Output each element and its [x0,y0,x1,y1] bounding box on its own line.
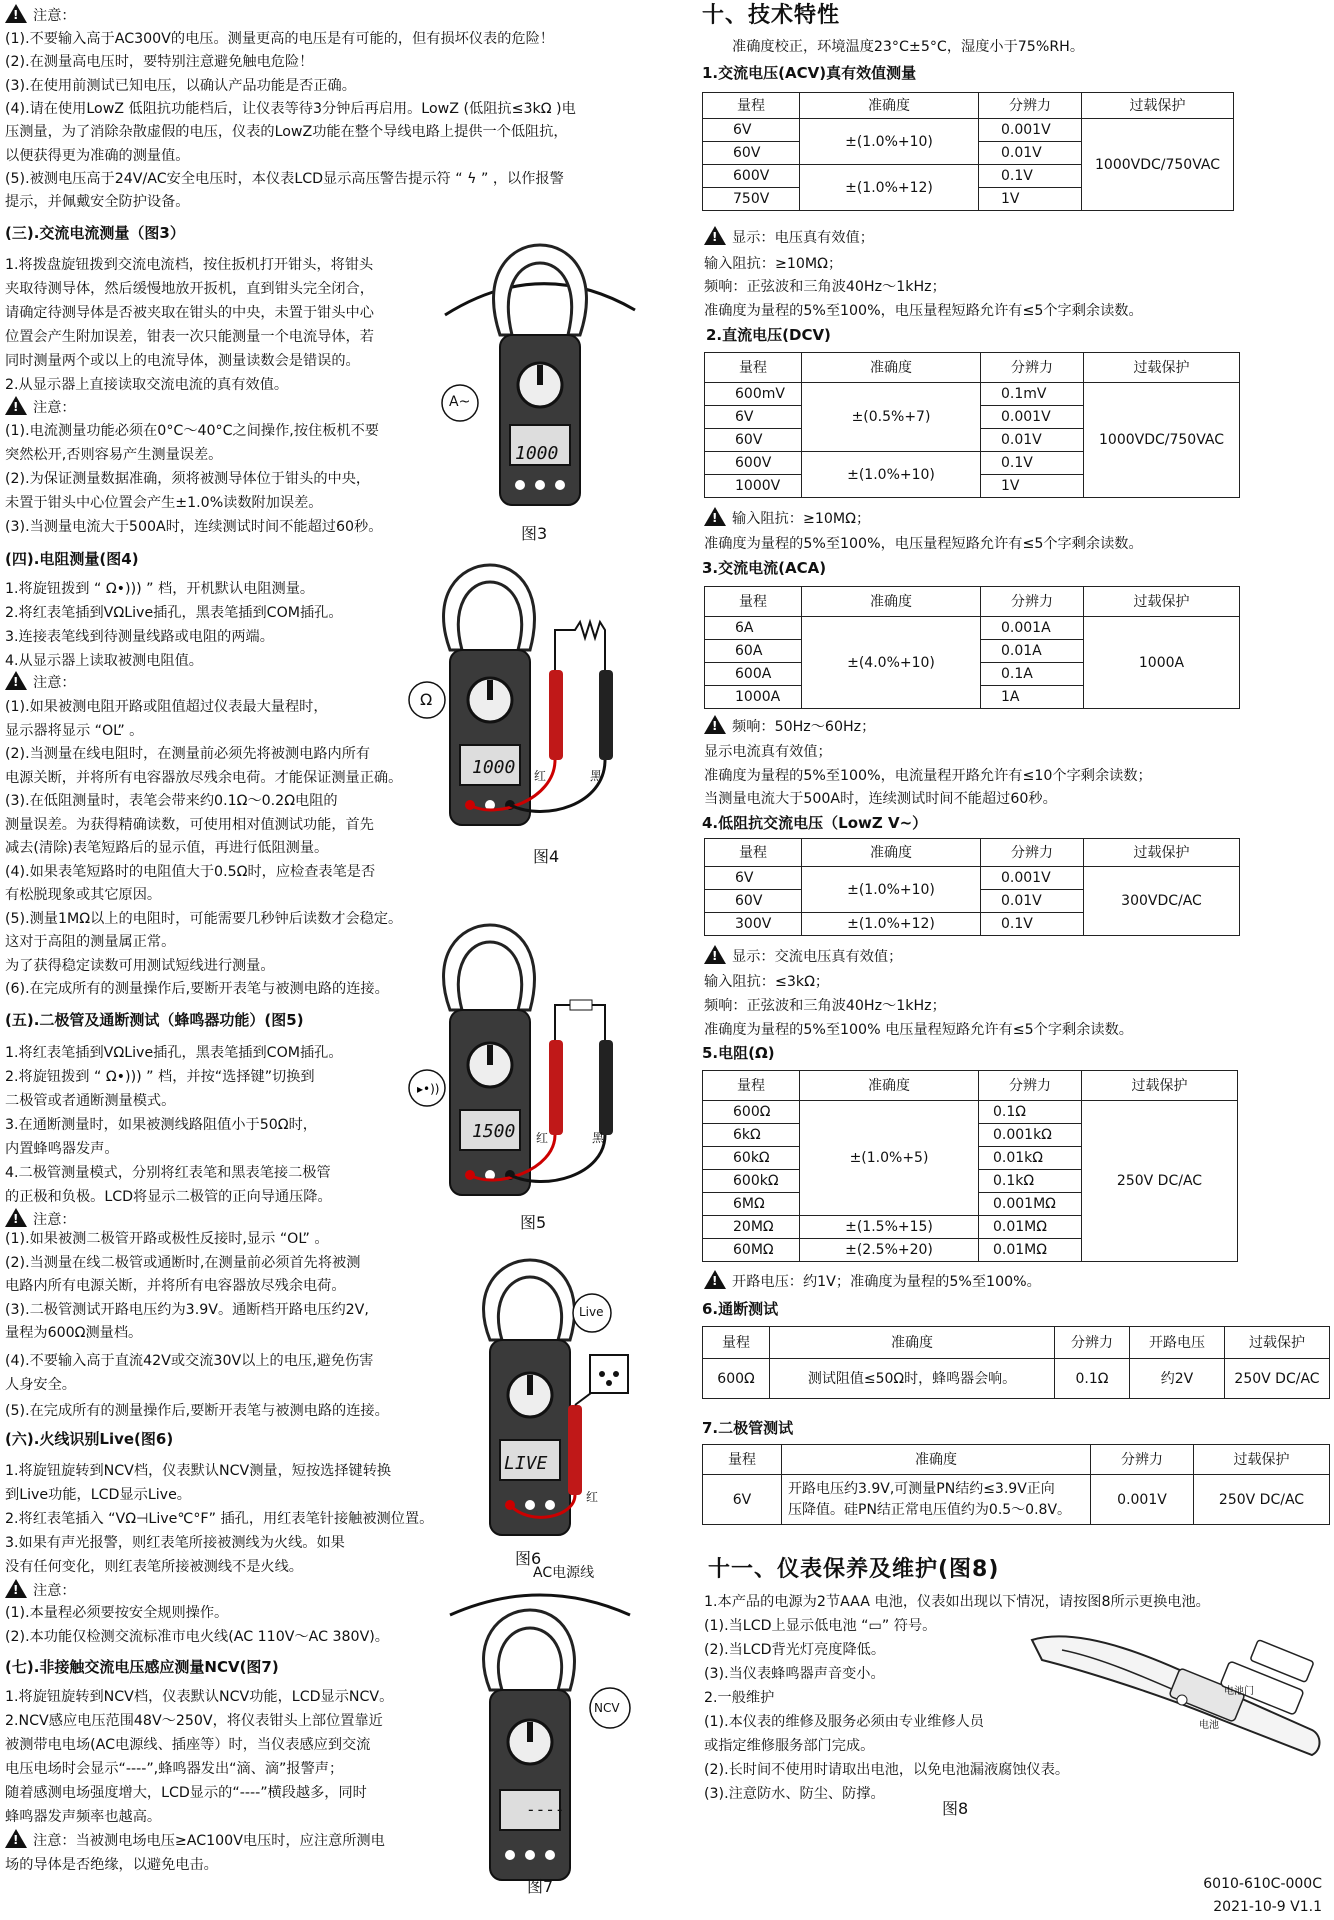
note: (2).当测量在线电阻时，在测量前必须先将被测电路内所有 [5,746,371,762]
step: 夹取待测导体，然后缓慢地放开扳机，直到钳头完全闭合， [5,281,374,297]
lcd-reading: 1000 [472,757,516,778]
note: 未置于钳头中心位置会产生±1.0%读数附加误差。 [5,495,323,511]
lcd-reading: ---- [526,1800,565,1819]
note: (1).如果被测二极管开路或极性反接时,显示 “OL” 。 [5,1231,329,1247]
note: (4).不要输入高于直流42V或交流30V以上的电压,避免伤害 [5,1353,374,1369]
note: (3).当测量电流大于500A时，连续测试时间不能超过60秒。 [5,519,383,535]
note: 电源关断，并将所有电容器放尽残余电荷。才能保证测量正确。 [5,770,403,786]
red-lead-label: 红 [534,769,547,783]
document-code: 6010-610C-000C [1203,1876,1322,1892]
warning-icon [5,671,27,690]
note: 量程为600Ω测量档。 [5,1325,143,1341]
warning-icon [5,1829,27,1848]
battery-door-label: 电池门 [1224,1686,1254,1697]
note: (4).请在使用LowZ 低阻抗功能档后，让仪表等待3分钟后再启用。LowZ (低阻抗≤3kΩ )电 [5,101,576,117]
accuracy-note: 准确度校正，环境温度23°C±5°C，湿度小于75%RH。 [732,39,1085,55]
maintenance-item: (1).当LCD上显示低电池 “▭” 符号。 [704,1618,937,1634]
section-title: (六).火线识别Live(图6) [5,1430,174,1448]
note: 以便获得更为准确的测量值。 [5,148,190,164]
caution-line: !注意：当被测电场电压≥AC100V电压时，应注意所测电 [5,1829,385,1852]
diode-spec-table: 量程 准确度 分辨力 过载保护 6V 开路电压约3.9V,可测量PN结约≤3.9V正向 压降值。硅PN结正常电压值约为0.5～0.8V。 0.001V 250V DC/AC [702,1444,1330,1525]
clamp-meter-figure-6 [470,1255,640,1545]
table-note: 当测量电流大于500A时，连续测试时间不能超过60秒。 [704,791,1057,807]
table-title: 7.二极管测试 [702,1419,794,1437]
note: 场的导体是否绝缘，以避免电击。 [5,1857,218,1873]
note: (5).测量1MΩ以上的电阻时，可能需要几秒钟后读数才会稳定。 [5,911,403,927]
maintenance-item: (3).注意防水、防尘、防撑。 [704,1786,885,1802]
maintenance-item: 或指定维修服务部门完成。 [704,1738,875,1754]
black-lead-label: 黑 [592,1131,605,1145]
maintenance-item: 2.一般维护 [704,1690,775,1706]
step: 到Live功能，LCD显示Live。 [5,1487,191,1503]
table-note: 准确度为量程的5%至100% 电压量程短路允许有≤5个字剩余读数。 [704,1022,1133,1038]
maintenance-item: (2).长时间不使用时请取出电池，以免电池漏液腐蚀仪表。 [704,1762,1070,1778]
red-lead-label: 红 [586,1490,599,1504]
power-line-label: AC电源线 [533,1565,595,1581]
aca-spec-table: 量程 准确度 分辨力 过载保护 6A ±(4.0%+10) 0.001A 1000A 60A 0.01A 600A 0.1A 1000A 1A [704,586,1240,709]
section-title: (三).交流电流测量（图3） [5,224,185,242]
note: (4).如果表笔短路时的电阻值大于0.5Ω时，应检查表笔是否 [5,864,376,880]
diode-accuracy-line: 开路电压约3.9V,可测量PN结约≤3.9V正向 [788,1480,1055,1497]
warning-icon [704,507,726,526]
clamp-meter-figure-7 [440,1570,640,1890]
lowz-spec-table: 量程 准确度 分辨力 过载保护 6V ±(1.0%+10) 0.001V 300VDC/AC 60V 0.01V 300V ±(1.0%+12) 0.1V [704,838,1240,936]
step: 被测带电电场(AC电源线、插座等）时，当仪表感应到交流 [5,1737,371,1753]
clamp-meter-figure-3 [440,235,640,515]
right-column [702,0,1334,1920]
step: 请确定待测导体是否被夹取在钳头的中央，未置于钳头中心 [5,305,374,321]
step: 随着感测电场强度增大，LCD显示的“----”横段越多，同时 [5,1785,367,1801]
note: 减去(清除)表笔短路后的显示值，再进行低阻测量。 [5,840,329,856]
document-date-version: 2021-10-9 V1.1 [1213,1899,1322,1915]
maintenance-item: (3).当仪表蜂鸣器声音变小。 [704,1666,885,1682]
step: 4.从显示器上读取被测电阻值。 [5,653,203,669]
left-column [0,0,640,1920]
warning-icon [704,226,726,245]
maintenance-item: 1.本产品的电源为2节AAA 电池，仪表如出现以下情况，请按图8所示更换电池。 [704,1594,1210,1610]
warning-icon [704,1270,726,1289]
note: (1).电流测量功能必须在0°C～40°C之间操作,按住板机不要 [5,423,379,439]
clamp-meter-figure-5 [405,920,640,1220]
warning-icon [704,945,726,964]
step: 电压电场时会显示“----”,蜂鸣器发出“滴、滴”报警声； [5,1761,344,1777]
note: 突然松开,否则容易产生测量误差。 [5,447,223,463]
step: 1.将红表笔插到VΩLive插孔，黑表笔插到COM插孔。 [5,1045,343,1061]
warning-icon [5,4,27,23]
section-title: (四).电阻测量(图4) [5,550,139,568]
note: 压测量，为了消除杂散虚假的电压，仪表的LowZ功能在整个导线电路上提供一个低阻抗， [5,124,568,140]
warning-icon [5,396,27,415]
ncv-label: NCV [594,1701,620,1715]
caution-heading: !注意： [5,1579,76,1602]
step: 3.连接表笔线到待测量线路或电阻的两端。 [5,629,274,645]
ohm-icon: Ω [420,690,433,709]
table-note: 频响：正弦波和三角波40Hz～1kHz； [704,279,946,295]
note: 有松脱现象或其它原因。 [5,887,162,903]
table-title: 5.电阻(Ω) [702,1044,775,1062]
step: 2.将红表笔插入 “VΩ⊣Live℃°F” 插孔，用红表笔针接触被测位置。 [5,1511,434,1527]
note: (3).在低阻测量时，表笔会带来约0.1Ω～0.2Ω电阻的 [5,793,338,809]
caution-heading: !注意： [5,396,76,419]
note: (5).被测电压高于24V/AC安全电压时，本仪表LCD显示高压警告提示符 “ ϟ ” ，以作报警 [5,171,564,187]
table-title: 2.直流电压(DCV) [706,326,831,344]
step: 1.将旋钮拨到 “ Ω•))) ” 档，开机默认电阻测量。 [5,581,315,597]
note: (2).当测量在线二极管或通断时,在测量前必须首先将被测 [5,1255,361,1271]
note: (3).在使用前测试已知电压，以确认产品功能是否正确。 [5,78,356,94]
section-title: 十、技术特性 [702,3,841,28]
table-note: !显示：电压真有效值； [704,226,874,247]
table-note: !频响：50Hz～60Hz； [704,715,875,736]
step: 2.从显示器上直接读取交流电流的真有效值。 [5,377,289,393]
table-note: 准确度为量程的5%至100%，电压量程短路允许有≤5个字剩余读数。 [704,536,1143,552]
step: 4.二极管测量模式，分别将红表笔和黑表笔接二极管 [5,1165,331,1181]
diode-accuracy-line: 压降值。硅PN结正常电压值约为0.5～0.8V。 [788,1501,1072,1518]
note: (5).在完成所有的测量操作后,要断开表笔与被测电路的连接。 [5,1403,389,1419]
acv-spec-table: 量程 准确度 分辨力 过载保护 6V ±(1.0%+10) 0.001V 1000VDC/750VAC 60V 0.01V 600V ±(1.0%+12) 0.1V 750V 1V [702,92,1234,211]
step: 1.将拨盘旋钮拨到交流电流档，按住扳机打开钳头，将钳头 [5,257,374,273]
step: 2.NCV感应电压范围48V～250V，将仪表钳头上部位置靠近 [5,1713,383,1729]
note: 提示，并佩戴安全防护设备。 [5,194,190,210]
step: 二极管或者通断测量模式。 [5,1093,176,1109]
continuity-spec-table: 量程 准确度 分辨力 开路电压 过载保护 600Ω 测试阻值≤50Ω时，蜂鸣器会响。 0.1Ω 约2V 250V DC/AC [702,1326,1330,1399]
step: 3.如果有声光报警，则红表笔所接被测线为火线。如果 [5,1535,345,1551]
note: 显示器将显示 “OL” 。 [5,723,144,739]
note: (1).本量程必须要按安全规则操作。 [5,1605,229,1621]
black-lead-label: 黑 [590,769,603,783]
caution-heading: !注意： [5,4,76,27]
figure-caption: 图3 [521,524,548,543]
lcd-reading: LIVE [504,1453,548,1474]
note: 电路内所有电源关断，并将所有电容器放尽残余电荷。 [5,1278,346,1294]
note: (1).不要输入高于AC300V的电压。测量更高的电压是有可能的，但有损坏仪表的危险！ [5,31,554,47]
step: 位置会产生附加误差，钳表一次只能测量一个电流导体，若 [5,329,374,345]
note: 测量误差。为获得精确读数，可使用相对值测试功能，首先 [5,817,374,833]
resistance-spec-table: 量程 准确度 分辨力 过载保护 600Ω ±(1.0%+5) 0.1Ω 250V DC/AC 6kΩ 0.001kΩ 60kΩ 0.01kΩ 600kΩ 0.1kΩ 6MΩ 0.001MΩ 20MΩ ±(1.5%+15) 0.01MΩ 60MΩ ±(2.5%+20) 0.01MΩ [702,1070,1238,1262]
table-note: !开路电压：约1V；准确度为量程的5%至100%。 [704,1270,1041,1291]
note: (3).二极管测试开路电压约为3.9V。通断档开路电压约2V, [5,1302,369,1318]
figure-caption: 图7 [527,1877,554,1896]
note: 为了获得稳定读数可用测试短线进行测量。 [5,958,275,974]
svg-text:▸•)): ▸•)) [417,1082,440,1096]
figure-caption: 图5 [520,1213,547,1232]
table-note: 显示电流真有效值； [704,744,832,760]
note: (2).在测量高电压时，要特别注意避免触电危险！ [5,54,314,70]
figure-caption: 图6 [515,1549,542,1568]
note: (2).为保证测量数据准确，须将被测导体位于钳头的中央， [5,471,371,487]
table-note: 输入阻抗：≥10MΩ； [704,256,843,272]
note: (6).在完成所有的测量操作后,要断开表笔与被测电路的连接。 [5,981,389,997]
note: 这对于高阻的测量属正常。 [5,934,176,950]
figure-caption: 图4 [533,847,560,866]
caution-heading: !注意： [5,671,76,694]
table-note: 频响：正弦波和三角波40Hz～1kHz； [704,998,946,1014]
lcd-reading: 1500 [472,1121,516,1142]
warning-icon [5,1208,27,1227]
step: 同时测量两个或以上的电流导体，测量读数会是错误的。 [5,353,360,369]
battery-label: 电池 [1199,1720,1219,1731]
section-title: 十一、仪表保养及维护(图8) [708,1557,1000,1582]
step: 2.将红表笔插到VΩLive插孔，黑表笔插到COM插孔。 [5,605,343,621]
warning-icon [5,1579,27,1598]
step: 内置蜂鸣器发声。 [5,1141,119,1157]
mode-label: A~ [449,394,471,410]
lcd-reading: 1000 [515,443,559,464]
table-title: 6.通断测试 [702,1300,779,1318]
step: 1.将旋钮旋转到NCV档，仪表默认NCV功能，LCD显示NCV。 [5,1689,394,1705]
table-title: 3.交流电流(ACA) [702,559,827,577]
maintenance-item: (1).本仪表的维修及服务必须由专业维修人员 [704,1714,984,1730]
section-title: (五).二极管及通断测试（蜂鸣器功能）(图5) [5,1011,304,1029]
step: 2.将旋钮拨到 “ Ω•))) ” 档，并按“选择键”切换到 [5,1069,315,1085]
figure-caption: 图8 [942,1799,969,1818]
table-note: !输入阻抗：≥10MΩ； [704,507,870,528]
table-note: !显示：交流电压真有效值； [704,945,902,966]
table-note: 准确度为量程的5%至100%，电流量程开路允许有≤10个字剩余读数； [704,768,1152,784]
table-title: 4.低阻抗交流电压（LowZ V~） [702,814,928,832]
table-title: 1.交流电压(ACV)真有效值测量 [702,64,917,82]
note: 人身安全。 [5,1377,76,1393]
step: 1.将旋钮旋转到NCV档，仪表默认NCV测量，短按选择键转换 [5,1463,392,1479]
caution-heading: !注意： [5,1208,76,1231]
dcv-spec-table: 量程 准确度 分辨力 过载保护 600mV ±(0.5%+7) 0.1mV 1000VDC/750VAC 6V 0.001V 60V 0.01V 600V ±(1.0%+10) 0.1V 1000V 1V [704,352,1240,498]
maintenance-item: (2).当LCD背光灯亮度降低。 [704,1642,886,1658]
table-note: 输入阻抗：≤3kΩ； [704,974,830,990]
step: 3.在通断测量时，如果被测线路阻值小于50Ω时， [5,1117,317,1133]
red-lead-label: 红 [536,1131,549,1145]
clamp-meter-figure-4 [405,560,640,830]
note: (2).本功能仅检测交流标准市电火线(AC 110V～AC 380V)。 [5,1629,389,1645]
table-note: 准确度为量程的5%至100%，电压量程短路允许有≤5个字剩余读数。 [704,303,1143,319]
warning-icon [704,715,726,734]
battery-replacement-figure [1022,1620,1334,1790]
live-label: Live [579,1305,604,1319]
note: (1).如果被测电阻开路或阻值超过仪表最大量程时， [5,699,328,715]
step: 没有任何变化，则红表笔所接被测线不是火线。 [5,1559,303,1575]
step: 蜂鸣器发声频率也越高。 [5,1809,162,1825]
step: 的正极和负极。LCD将显示二极管的正向导通压降。 [5,1189,332,1205]
section-title: (七).非接触交流电压感应测量NCV(图7) [5,1658,279,1676]
